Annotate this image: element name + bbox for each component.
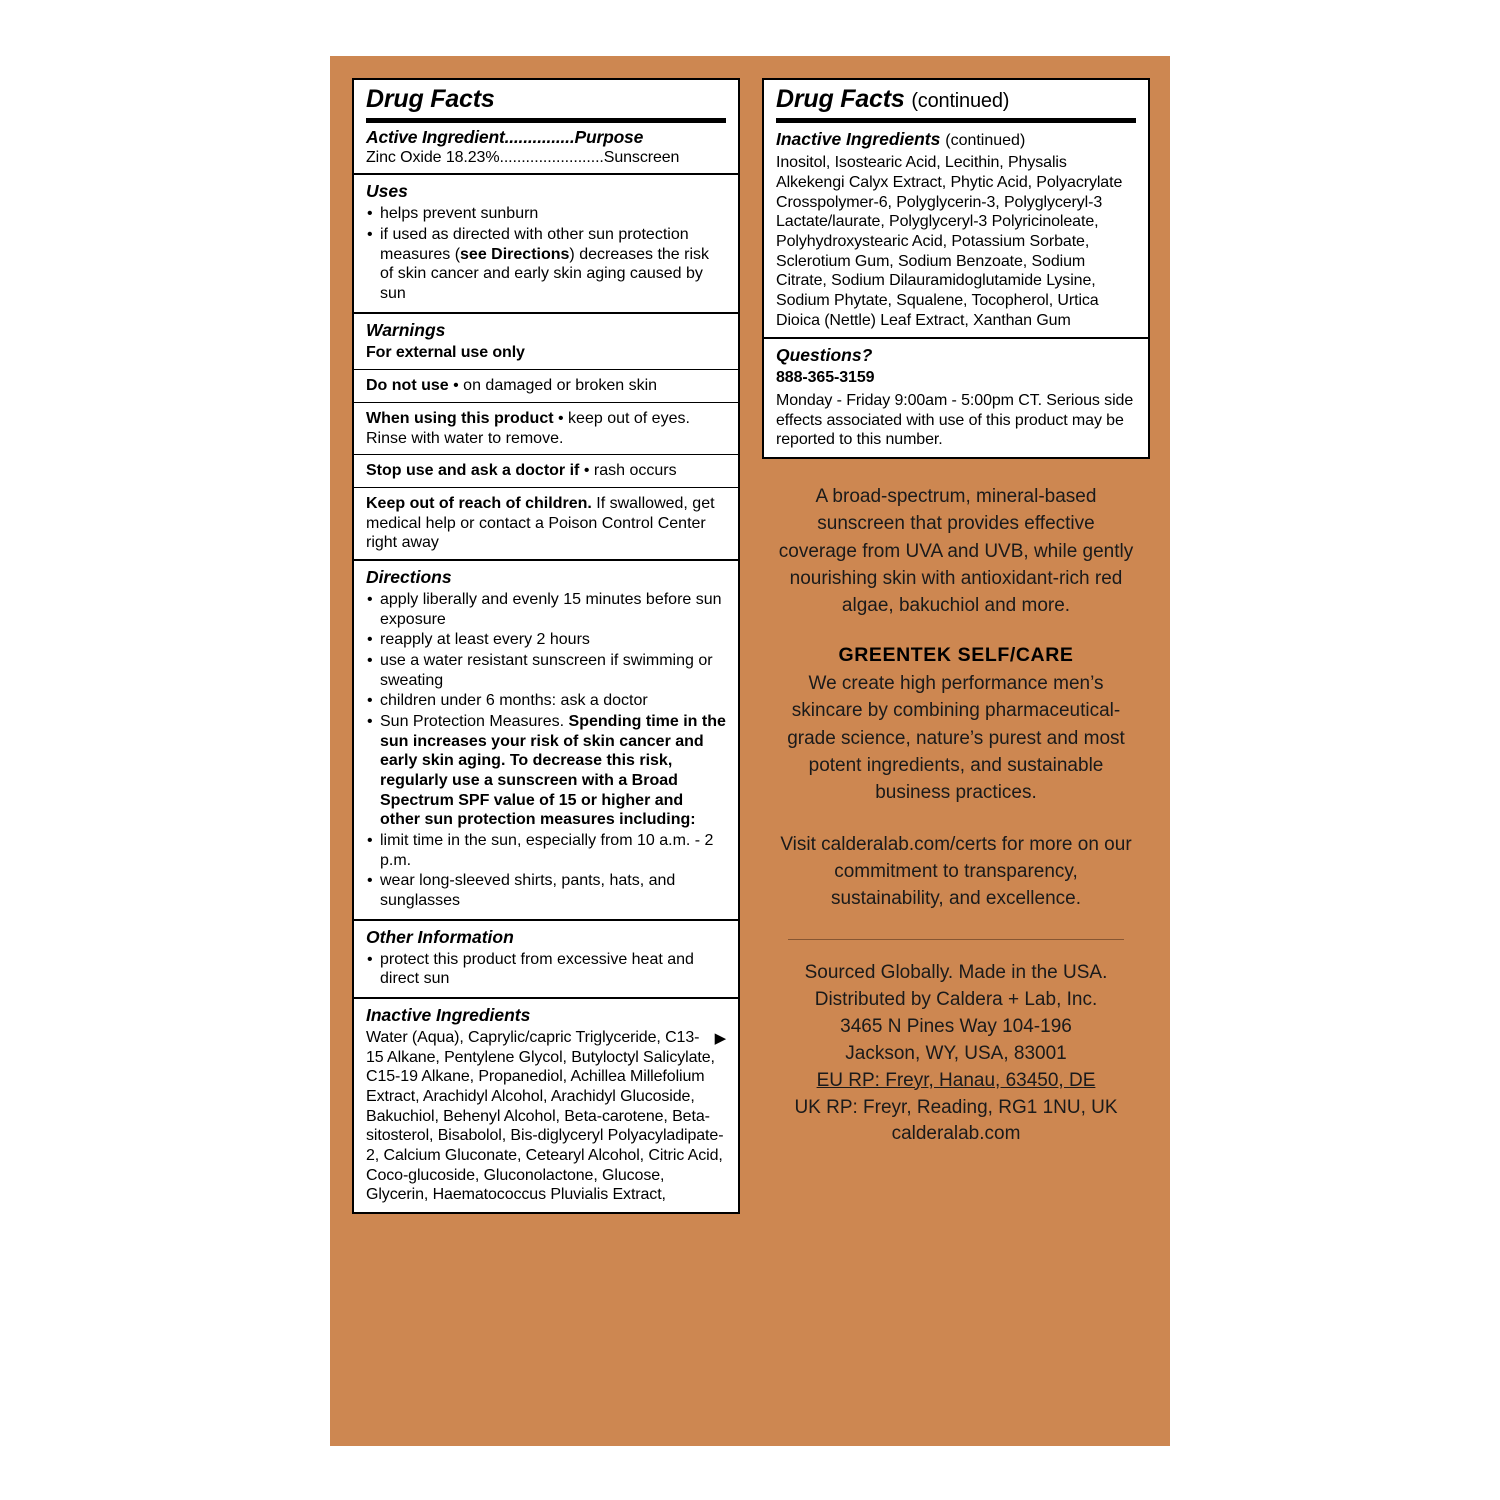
external-use-note: For external use only [366, 343, 525, 361]
list-item: • children under 6 months: ask a doctor [366, 691, 726, 711]
certs-block [762, 831, 1150, 913]
list-item: • helps prevent sunburn [366, 204, 726, 224]
brand-heading: GREENTEK SELF/CARE [838, 643, 1074, 666]
brand-paragraph: We create high performance men’s skincare by combining pharmaceutical-grade science, nature’s purest and most potent ingredients, and sustainable business practices. [787, 672, 1125, 804]
website-link[interactable]: calderalab.com [891, 1123, 1021, 1145]
list-item: • apply liberally and evenly 15 minutes before sun exposure [366, 590, 726, 629]
list-item: • reapply at least every 2 hours [366, 630, 726, 650]
warning-row [354, 370, 738, 402]
list-item: • if used as directed with other sun protection measures (see Directions) decreases the risk of skin cancer and early skin aging caused by sun [366, 225, 726, 304]
inactive-ingredients-heading: Inactive Ingredients [366, 1005, 531, 1026]
inactive-ingredients-section [354, 999, 738, 1212]
product-label [330, 56, 1170, 1446]
warning-lead: When using this product [366, 409, 554, 427]
certs-paragraph: Visit calderalab.com/certs for more on our commitment to transparency, sustainability, and excellence. [780, 833, 1132, 910]
active-ingredient-header: Active Ingredient...............Purpose [366, 127, 644, 148]
warning-lead: Stop use and ask a doctor if [366, 462, 580, 480]
drug-facts-title-text: Drug Facts [776, 85, 905, 113]
directions-heading: Directions [366, 566, 452, 587]
continued-note: (continued) [945, 132, 1026, 150]
inactive-ingredients-text [366, 1028, 726, 1205]
inactive-ingredients-continued-section [764, 123, 1148, 337]
warning-row [354, 455, 738, 487]
address-line: 3465 N Pines Way 104-196 [840, 1015, 1072, 1037]
other-information-list [366, 950, 726, 989]
warning-text: • keep out of eyes. Rinse with water to remove. [366, 409, 690, 447]
address-line: Distributed by Caldera + Lab, Inc. [814, 988, 1098, 1010]
address-block [762, 960, 1150, 1149]
inactive-ingredients-continued-heading [776, 129, 1136, 150]
other-information-section [354, 921, 738, 997]
questions-phone[interactable]: 888-365-3159 [776, 369, 875, 387]
warnings-section [354, 314, 738, 370]
continued-note: (continued) [911, 90, 1010, 112]
uses-section [354, 175, 738, 311]
warning-lead: Do not use [366, 377, 449, 395]
uses-heading: Uses [366, 181, 408, 202]
questions-heading: Questions? [776, 345, 873, 366]
questions-section [764, 339, 1148, 457]
drug-facts-continued-title [764, 86, 1148, 112]
other-information-heading: Other Information [366, 926, 514, 947]
marketing-copy-block [762, 483, 1150, 620]
address-line: Jackson, WY, USA, 83001 [845, 1042, 1067, 1064]
drug-facts-panel [352, 78, 740, 1214]
list-item: • protect this product from excessive heat and direct sun [366, 950, 726, 989]
active-ingredient-value: Zinc Oxide 18.23%........................Sunscreen [366, 149, 680, 167]
inactive-ingredients-continued-text: Inositol, Isostearic Acid, Lecithin, Physalis Alkekengi Calyx Extract, Phytic Acid, Polyacrylate Crosspolymer-6, Polyglycerin-3, Polyglyceryl-3 Lactate/laurate, Polyglyceryl-3 Polyricinoleate, Polyhydroxystearic Acid, Potassium Sorbate, Sclerotium Gum, Sodium Benzoate, Sodium Citrate, Sodium Dilauramidoglutamide Lysine, Sodium Phytate, Squalene, Tocopherol, Urtica Dioica (Nettle) Leaf Extract, Xanthan Gum [776, 154, 1123, 329]
drug-facts-title: Drug Facts [366, 85, 495, 113]
warning-lead: Keep out of reach of children. [366, 494, 592, 512]
brand-block [762, 644, 1150, 807]
drug-facts-continued-panel [762, 78, 1150, 459]
sun-protection-measures-item [366, 712, 726, 830]
marketing-paragraph: A broad-spectrum, mineral-based sunscreen that provides effective coverage from UVA and UVB, while gently nourishing skin with antioxidant-rich red algae, bakuchiol and more. [778, 485, 1134, 617]
eu-responsible-person: EU RP: Freyr, Hanau, 63450, DE [816, 1069, 1096, 1091]
uk-responsible-person: UK RP: Freyr, Reading, RG1 1NU, UK [794, 1096, 1118, 1118]
warning-row [354, 403, 738, 454]
measures-bold: Spending time in the sun increases your risk of skin cancer and early skin aging. To decrease this risk, regularly use a sunscreen with a Broad Spectrum SPF value of 15 or higher and other sun protection measures including: [380, 713, 726, 829]
measures-lead: Sun Protection Measures. [380, 713, 565, 731]
inactive-ingredients-body: Water (Aqua), Caprylic/capric Triglyceride, C13-15 Alkane, Pentylene Glycol, Butyloctyl Salicylate, C15-19 Alkane, Propanediol, Achillea Millefolium Extract, Arachidyl Alcohol, Arachidyl Glucoside, Bakuchiol, Behenyl Alcohol, Beta-carotene, Beta-sitosterol, Bisabolol, Bis-diglyceryl Polyacyladipate-2, Calcium Gluconate, Cetearyl Alcohol, Citric Acid, Coco-glucoside, Gluconolactone, Glucose, Glycerin, Haematococcus Pluvialis Extract, [366, 1029, 724, 1204]
drug-facts-left-column [352, 78, 740, 1426]
warning-text: • on damaged or broken skin [453, 377, 658, 395]
list-item: • limit time in the sun, especially from 10 a.m. - 2 p.m. [366, 831, 726, 870]
directions-section [354, 561, 738, 919]
warning-text: If swallowed, get medical help or contact a Poison Control Center right away [366, 494, 715, 552]
drug-facts-right-column [762, 78, 1150, 1426]
warnings-heading: Warnings [366, 319, 446, 340]
warning-text: • rash occurs [583, 462, 677, 480]
uses-list [366, 204, 726, 303]
address-line: Sourced Globally. Made in the USA. [804, 961, 1108, 983]
list-item: • use a water resistant sunscreen if swimming or sweating [366, 651, 726, 690]
section-divider [788, 939, 1124, 940]
questions-body: Monday - Friday 9:00am - 5:00pm CT. Serious side effects associated with use of this product may be reported to this number. [776, 391, 1134, 449]
inactive-heading-text: Inactive Ingredients [776, 129, 941, 150]
continued-arrow-icon: ▶ [714, 1030, 726, 1048]
directions-list [366, 590, 726, 911]
warning-row [354, 488, 738, 559]
list-item: • wear long-sleeved shirts, pants, hats, and sunglasses [366, 871, 726, 910]
